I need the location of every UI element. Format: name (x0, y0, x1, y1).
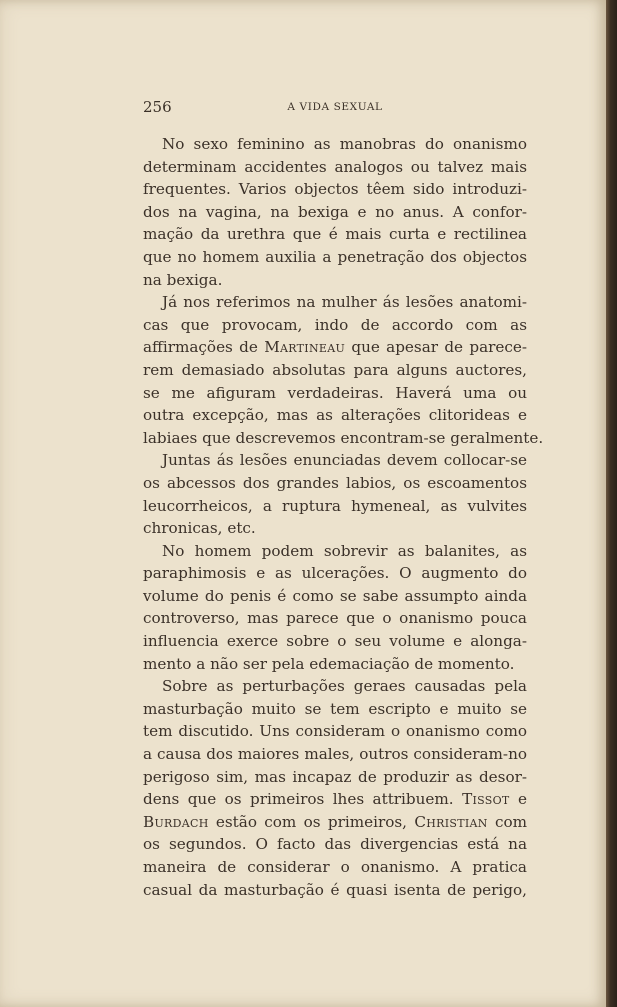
text-line: na bexiga. (143, 270, 223, 289)
text-line (143, 811, 527, 834)
text-line: Sobre as perturbações geraes causadas pela (162, 677, 527, 696)
text-fragment: e (509, 790, 527, 809)
author-name-burdach: Burdach (143, 812, 209, 831)
text-line: os abcessos dos grandes labios, os escoamentos (143, 473, 527, 492)
text-line: dos na vagina, na bexiga e no anus. A confor- (143, 202, 527, 221)
text-line: rem demasiado absolutas para alguns auctores, (143, 360, 527, 379)
text-line: maneira de considerar o onanismo. A pratica (143, 858, 527, 876)
text-line: Já nos referimos na mulher ás lesões anatomi- (162, 293, 527, 312)
text-line: outra excepção, mas as alterações clitorideas e (143, 406, 527, 425)
text-fragment: affirmações de (143, 338, 265, 357)
text-line: No sexo feminino as manobras do onanismo (162, 135, 527, 153)
text-line: se me afiguram verdadeiras. Haverá uma ou (143, 383, 527, 402)
text-line (143, 788, 527, 811)
text-line: frequentes. Varios objectos têem sido introduzi- (143, 180, 527, 199)
page-number: 256 (143, 98, 172, 116)
text-line: determinam accidentes analogos ou talvez mais (143, 157, 527, 176)
text-line: os segundos. O facto das divergencias está na (143, 835, 527, 854)
text-fragment: estão com os primeiros, (208, 812, 415, 831)
text-line: labiaes que descrevemos encontram-se geralmente. (143, 428, 544, 447)
book-spine-edge (606, 0, 617, 1007)
author-name-tissot: Tissot (462, 790, 510, 809)
text-line: chronicas, etc. (143, 519, 256, 538)
text-line (143, 336, 527, 359)
text-line: tem discutido. Uns consideram o onanismo como (143, 722, 527, 741)
text-fragment: com (487, 812, 527, 831)
text-fragment: dens que os primeiros lhes attribuem. (143, 790, 463, 809)
text-line: mação da urethra que é mais curta e rectilinea (143, 225, 527, 244)
text-line: mento a não ser pela edemaciação de momento. (143, 654, 515, 673)
text-line: influencia exerce sobre o seu volume e alonga- (143, 632, 527, 651)
text-line: controverso, mas parece que o onanismo pouca (143, 609, 527, 628)
text-line: volume do penis é como se sabe assumpto ainda (143, 586, 527, 605)
running-head: A VIDA SEXUAL (287, 101, 383, 113)
text-line: a causa dos maiores males, outros consideram-no (143, 745, 527, 764)
text-fragment: que apesar de parece- (345, 338, 527, 357)
body-text (143, 133, 544, 901)
text-line: Juntas ás lesões enunciadas devem collocar-se (162, 451, 527, 470)
text-line: cas que provocam, indo de accordo com as (143, 315, 527, 334)
text-line: perigoso sim, mas incapaz de produzir as desor- (143, 767, 527, 786)
text-line: leucorrheicos, a ruptura hymeneal, as vulvites (143, 496, 527, 515)
page-header (143, 98, 527, 120)
text-line: casual da masturbação é quasi isenta de perigo, (143, 880, 527, 899)
author-name-martineau: Martineau (264, 338, 346, 357)
text-line: paraphimosis e as ulcerações. O augmento do (143, 564, 527, 583)
text-line: que no homem auxilia a penetração dos objectos (143, 247, 527, 266)
text-line: No homem podem sobrevir as balanites, as (162, 541, 527, 560)
author-name-christian: Christian (414, 812, 488, 831)
text-line: masturbação muito se tem escripto e muito se (143, 699, 527, 718)
